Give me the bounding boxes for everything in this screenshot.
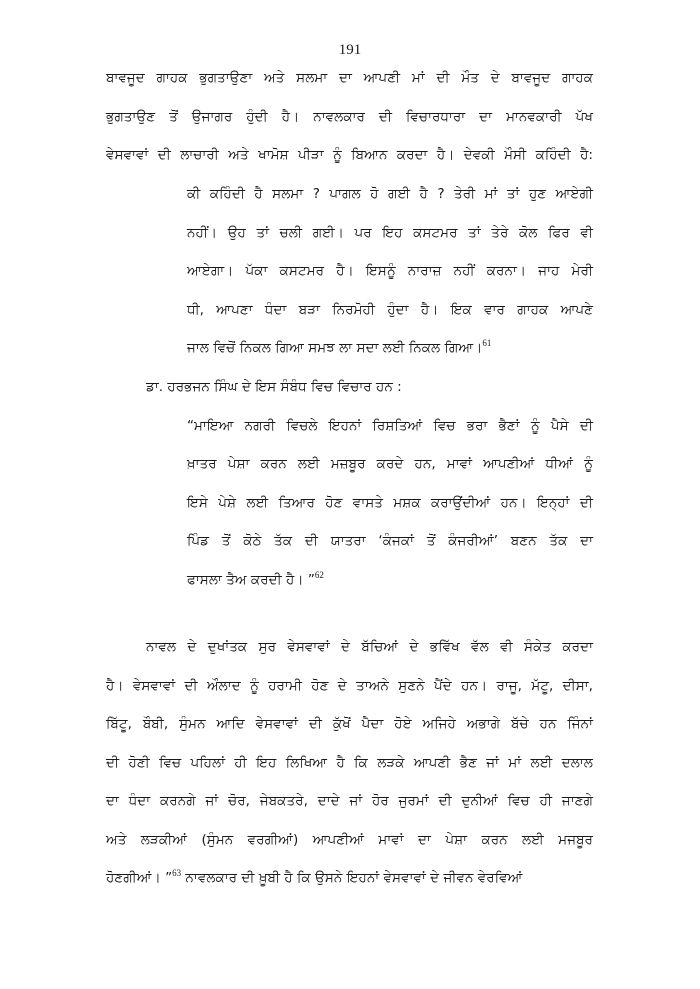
quote-line (187, 338, 491, 358)
text-line (106, 868, 593, 888)
quote-line: ਇਸੇ ਪੇਸ਼ੇ ਲਈ ਤਿਆਰ ਹੋਣ ਵਾਸਤੇ ਮਸ਼ਕ ਕਰਾਉਂਦੀਆਂ ਹਨ। ਇਨ੍ਹਾਂ ਦੀ (187, 495, 593, 511)
quote-line (187, 570, 324, 590)
text-line: ਬਿੱਟੂ, ਬੌਬੀ, ਸੁੰਮਨ ਆਦਿ ਵੇਸਵਾਵਾਂ ਦੀ ਕੁੱਖੋਂ ਪੈਦਾ ਹੋਏ ਅਜਿਹੇ ਅਭਾਗੇ ਬੱਚੇ ਹਨ ਜਿੰਨਾਂ (106, 716, 593, 732)
quote-line: ਧੀ, ਆਪਣਾ ਧੰਦਾ ਬੜਾ ਨਿਰਮੋਹੀ ਹੁੰਦਾ ਹੈ। ਇਕ ਵਾਰ ਗਾਹਕ ਆਪਣੇ (187, 302, 593, 318)
text-line: ਭੁਗਤਾਉਣ ਤੋਂ ਉਜਾਗਰ ਹੁੰਦੀ ਹੈ। ਨਾਵਲਕਾਰ ਦੀ ਵਿਚਾਰਧਾਰਾ ਦਾ ਮਾਨਵਕਾਰੀ ਪੱਖ (106, 109, 593, 125)
footnote-ref: 63 (172, 868, 182, 878)
quote-text: ਫਾਸਲਾ ਤੈਅ ਕਰਦੀ ਹੈ। ” (187, 572, 315, 588)
quote-line: ਆਏਗਾ। ਪੱਕਾ ਕਸਟਮਰ ਹੈ। ਇਸਨੂੰ ਨਾਰਾਜ਼ ਨਹੀਂ ਕਰਨਾ। ਜਾਹ ਮੇਰੀ (187, 263, 593, 279)
quote-line: ਕੀ ਕਹਿੰਦੀ ਹੈ ਸਲਮਾ ? ਪਾਗਲ ਹੋ ਗਈ ਹੈ ? ਤੇਰੀ ਮਾਂ ਤਾਂ ਹੁਣ ਆਏਗੀ (187, 186, 593, 202)
text-line: ਨਾਵਲ ਦੇ ਦੁਖਾਂਤਕ ਸੁਰ ਵੇਸਵਾਵਾਂ ਦੇ ਬੱਚਿਆਂ ਦੇ ਭਵਿੱਖ ਵੱਲ ਵੀ ਸੰਕੇਤ ਕਰਦਾ (146, 639, 593, 655)
text-line: ਅਤੇ ਲੜਕੀਆਂ (ਸੁੰਮਨ ਵਰਗੀਆਂ) ਆਪਣੀਆਂ ਮਾਵਾਂ ਦਾ ਪੇਸ਼ਾ ਕਰਨ ਲਈ ਮਜਬੂਰ (106, 832, 593, 848)
page-number: 191 (338, 42, 362, 58)
text-segment: ਹੋਣਗੀਆਂ। ” (106, 870, 173, 886)
footnote-ref: 61 (482, 338, 492, 348)
text-line: ਦੀ ਹੋਣੀ ਵਿਚ ਪਹਿਲਾਂ ਹੀ ਇਹ ਲਿਖਿਆ ਹੈ ਕਿ ਲੜਕੇ ਆਪਣੀ ਭੈਣ ਜਾਂ ਮਾਂ ਲਈ ਦਲਾਲ (106, 755, 593, 771)
text-segment: ਨਾਵਲਕਾਰ ਦੀ ਖ਼ੂਬੀ ਹੈ ਕਿ ਉਸਨੇ ਇਹਨਾਂ ਵੇਸਵਾਵਾਂ ਦੇ ਜੀਵਨ ਵੇਰਵਿਆਂ (181, 870, 523, 886)
text-line: ਹੈ। ਵੇਸਵਾਵਾਂ ਦੀ ਔਲਾਦ ਨੂੰ ਹਰਾਮੀ ਹੋਣ ਦੇ ਤਾਅਨੇ ਸੁਣਨੇ ਪੈਂਦੇ ਹਨ। ਰਾਜੂ, ਮੱਟੂ, ਦੀਸਾ, (106, 678, 593, 694)
quote-line: ਖ਼ਾਤਰ ਪੇਸ਼ਾ ਕਰਨ ਲਈ ਮਜ਼ਬੂਰ ਕਰਦੇ ਹਨ, ਮਾਵਾਂ ਆਪਣੀਆਂ ਧੀਆਂ ਨੂੰ (187, 456, 593, 472)
quote-line: ਨਹੀਂ। ਉਹ ਤਾਂ ਚਲੀ ਗਈ। ਪਰ ਇਹ ਕਸਟਮਰ ਤਾਂ ਤੇਰੇ ਕੋਲ ਫਿਰ ਵੀ (187, 225, 593, 241)
quote-line: “ਮਾਇਆ ਨਗਰੀ ਵਿਚਲੇ ਇਹਨਾਂ ਰਿਸ਼ਤਿਆਂ ਵਿਚ ਭਰਾ ਭੈਣਾਂ ਨੂੰ ਪੈਸੇ ਦੀ (187, 418, 593, 434)
quote-line: ਪਿੰਡ ਤੋਂ ਕੋਠੇ ਤੱਕ ਦੀ ਯਾਤਰਾ ‘ਕੰਜਕਾਂ ਤੋਂ ਕੰਜਰੀਆਂ’ ਬਣਨ ਤੱਕ ਦਾ (187, 533, 593, 549)
footnote-ref: 62 (314, 570, 324, 580)
text-line: ਦਾ ਧੰਦਾ ਕਰਨਗੇ ਜਾਂ ਚੋਰ, ਜੇਬਕਤਰੇ, ਦਾਦੇ ਜਾਂ ਹੋਰ ਜੁਰਮਾਂ ਦੀ ਦੁਨੀਆਂ ਵਿਚ ਹੀ ਜਾਣਗੇ (106, 793, 593, 809)
text-line: ਬਾਵਜੂਦ ਗਾਹਕ ਭੁਗਤਾਉਣਾ ਅਤੇ ਸਲਮਾ ਦਾ ਆਪਣੀ ਮਾਂ ਦੀ ਮੌਤ ਦੇ ਬਾਵਜੂਦ ਗਾਹਕ (106, 70, 593, 86)
quote-text: ਜਾਲ ਵਿਚੋਂ ਨਿਕਲ ਗਿਆ ਸਮਝ ਲਾ ਸਦਾ ਲਈ ਨਿਕਲ ਗਿਆ। (187, 340, 483, 356)
text-line: ਵੇਸਵਾਵਾਂ ਦੀ ਲਾਚਾਰੀ ਅਤੇ ਖਾਮੋਸ਼ ਪੀੜਾ ਨੂੰ ਬਿਆਨ ਕਰਦਾ ਹੈ। ਦੇਵਕੀ ਮੌਸੀ ਕਹਿੰਦੀ ਹੈ: (106, 147, 593, 163)
quote-intro: ਡਾ. ਹਰਭਜਨ ਸਿੰਘ ਦੇ ਇਸ ਸੰਬੰਧ ਵਿਚ ਵਿਚਾਰ ਹਨ : (146, 379, 402, 395)
